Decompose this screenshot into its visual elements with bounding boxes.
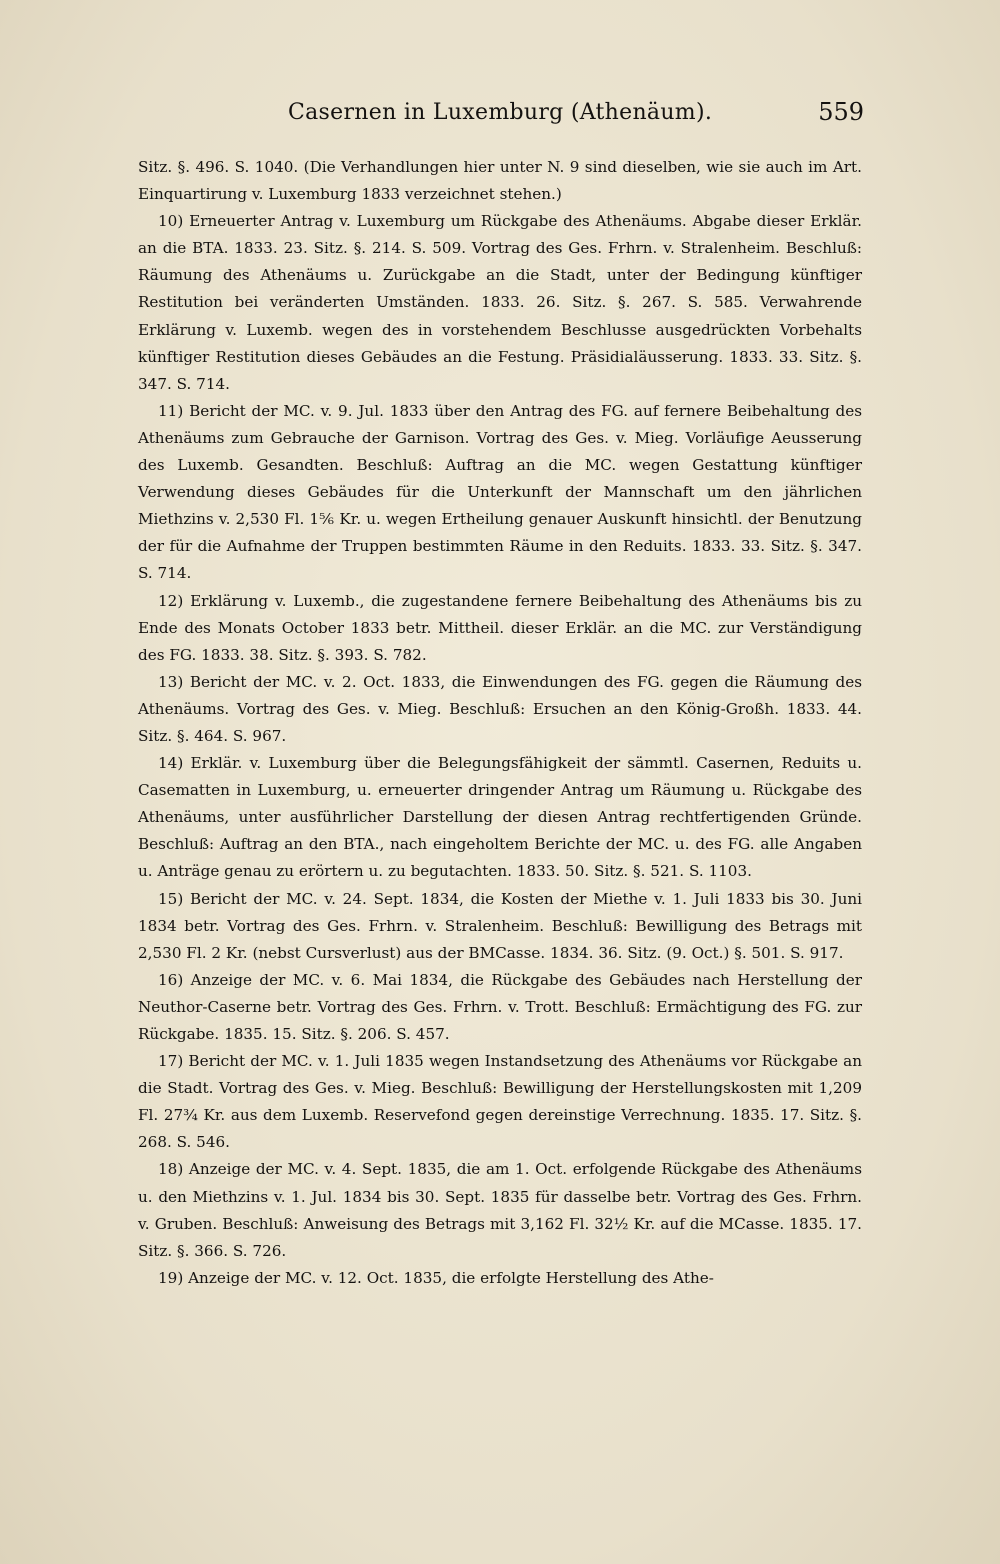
entry-15: 15) Bericht der MC. v. 24. Sept. 1834, die Kosten der Miethe v. 1. Juli 1833 bis 30. Juni 1834 betr. Vortrag des Ges. Frhrn. v. Stralenheim. Beschluß: Bewilligung des Betrags mit 2,530 Fl. 2 Kr. (nebst Cursverlust) aus der BMCasse. 1834. 36. Sitz. (9. Oct.) §. 501. S. 917. <box>138 889 862 962</box>
entry-12: 12) Erklärung v. Luxemb., die zugestandene fernere Beibehaltung des Athenäums bis zu Ende des Monats October 1833 betr. Mittheil. dieser Erklär. an die MC. zur Verständigung des FG. 1833. 38. Sitz. §. 393. S. 782. <box>138 591 862 664</box>
entry-10: 10) Erneuerter Antrag v. Luxemburg um Rückgabe des Athenäums. Abgabe dieser Erklär. an die BTA. 1833. 23. Sitz. §. 214. S. 509. Vortrag des Ges. Frhrn. v. Stralenheim. Beschluß: Räumung des Athenäums u. Zurückgabe an die Stadt, unter der Bedingung künftiger Restitution bei veränderten Umständen. 1833. 26. Sitz. §. 267. S. 585. Verwahrende Erklärung v. Luxemb. wegen des in vorstehendem Beschlusse ausgedrückten Vorbehalts künftiger Restitution dieses Gebäudes an die Festung. Präsidialäusserung. 1833. 33. Sitz. §. 347. S. 714. <box>138 212 862 393</box>
entry-14: 14) Erklär. v. Luxemburg über die Belegungsfähigkeit der sämmtl. Casernen, Reduits u. Casematten in Luxemburg, u. erneuerter dringender Antrag um Räumung u. Rückgabe des Athenäums, unter ausführlicher Darstellung der diesen Antrag rechtfertigenden Gründe. Beschluß: Auftrag an den BTA., nach eingeholtem Berichte der MC. u. des FG. alle Angaben u. Anträge genau zu erörtern u. zu begutachten. 1833. 50. Sitz. §. 521. S. 1103. <box>138 754 862 881</box>
running-head: Casernen in Luxemburg (Athenäum). <box>288 100 713 125</box>
entry-18: 18) Anzeige der MC. v. 4. Sept. 1835, die am 1. Oct. erfolgende Rückgabe des Athenäums u. den Miethzins v. 1. Jul. 1834 bis 30. Sept. 1835 für dasselbe betr. Vortrag des Ges. Frhrn. v. Gruben. Beschluß: Anweisung des Betrags mit 3,162 Fl. 32½ Kr. auf die MCasse. 1835. 17. Sitz. §. 366. S. 726. <box>138 1160 862 1260</box>
page-header <box>138 92 862 154</box>
entry-13: 13) Bericht der MC. v. 2. Oct. 1833, die Einwendungen des FG. gegen die Räumung des Athenäums. Vortrag des Ges. v. Mieg. Beschluß: Ersuchen an den König-Großh. 1833. 44. Sitz. §. 464. S. 967. <box>138 672 862 745</box>
page-body <box>138 154 862 1292</box>
entry-17: 17) Bericht der MC. v. 1. Juli 1835 wegen Instandsetzung des Athenäums vor Rückgabe an die Stadt. Vortrag des Ges. v. Mieg. Beschluß: Bewilligung der Herstellungskosten mit 1,209 Fl. 27¾ Kr. aus dem Luxemb. Reservefond gegen dereinstige Verrechnung. 1835. 17. Sitz. §. 268. S. 546. <box>138 1052 862 1152</box>
entry-continuation: Sitz. §. 496. S. 1040. (Die Verhandlungen hier unter N. 9 sind dieselben, wie sie auch im Art. Einquartirung v. Luxemburg 1833 verzeichnet stehen.) <box>138 158 862 204</box>
entry-11: 11) Bericht der MC. v. 9. Jul. 1833 über den Antrag des FG. auf fernere Beibehaltung des Athenäums zum Gebrauche der Garnison. Vortrag des Ges. v. Mieg. Vorläufige Aeusserung des Luxemb. Gesandten. Beschluß: Auftrag an die MC. wegen Gestattung künftiger Verwendung dieses Gebäudes für die Unterkunft der Mannschaft um den jährlichen Miethzins v. 2,530 Fl. 1⅚ Kr. u. wegen Ertheilung genauer Auskunft hinsichtl. der Benutzung der für die Aufnahme der Truppen bestimmten Räume in den Reduits. 1833. 33. Sitz. §. 347. S. 714. <box>138 401 862 583</box>
entry-16: 16) Anzeige der MC. v. 6. Mai 1834, die Rückgabe des Gebäudes nach Herstellung der Neuthor-Caserne betr. Vortrag des Ges. Frhrn. v. Trott. Beschluß: Ermächtigung des FG. zur Rückgabe. 1835. 15. Sitz. §. 206. S. 457. <box>138 970 862 1043</box>
page-number: 559 <box>818 98 864 126</box>
entry-19: 19) Anzeige der MC. v. 12. Oct. 1835, die erfolgte Herstellung des Athe- <box>158 1268 714 1287</box>
